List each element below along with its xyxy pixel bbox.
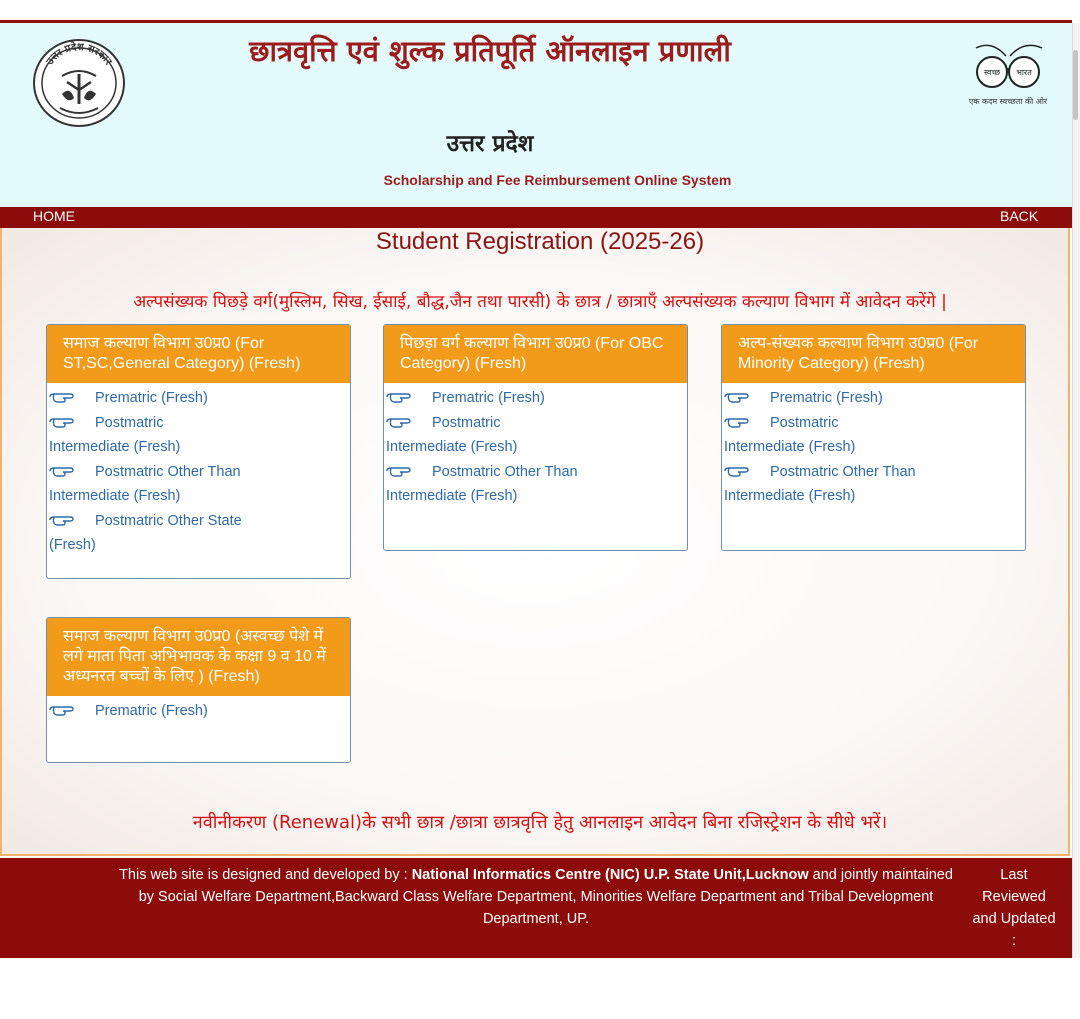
scrollbar-track[interactable]	[1072, 23, 1080, 958]
item-label-line2: Intermediate (Fresh)	[49, 488, 181, 504]
pointing-hand-icon	[49, 705, 75, 717]
card-sanitation-workers-children	[46, 617, 351, 763]
emblem-text: उत्तर प्रदेश सरकार	[44, 41, 114, 68]
renewal-notice: नवीनीकरण (Renewal)के सभी छात्र /छात्रा छात्रवृत्ति हेतु आनलाइन आवेदन बिना रजिस्ट्रेशन के सीधे भरें।	[192, 812, 888, 833]
footer-prefix: This web site is designed and developed by :	[119, 867, 412, 883]
link-postmatric-other-than-intermediate[interactable]	[49, 460, 330, 509]
item-label-line2: Intermediate (Fresh)	[386, 439, 518, 455]
link-postmatric-other-than-intermediate[interactable]	[386, 460, 667, 509]
item-label: Prematric (Fresh)	[770, 390, 883, 406]
link-postmatric-other-state[interactable]	[49, 509, 330, 558]
swachh-right-text: भारत	[1016, 68, 1032, 77]
pointing-hand-icon	[49, 515, 75, 527]
link-postmatric-other-than-intermediate[interactable]	[724, 460, 1005, 509]
item-label-line2: Intermediate (Fresh)	[386, 488, 518, 504]
link-prematric-fresh[interactable]	[771, 386, 1005, 411]
item-label: Postmatric Other Than	[432, 463, 578, 480]
card-title: समाज कल्याण विभाग उ0प्र0 (For ST,SC,General Category) (Fresh)	[47, 325, 350, 383]
pointing-hand-icon	[724, 466, 750, 478]
up-government-emblem-icon	[32, 38, 126, 128]
back-link[interactable]: BACK	[1000, 208, 1039, 224]
minority-notice: अल्पसंख्यक पिछड़े वर्ग(मुस्लिम, सिख, ईसाई, बौद्ध,जैन तथा पारसी) के छात्र / छात्राएँ अल्पसंख्यक कल्याण विभाग में आवेदन करेंगे |	[133, 292, 947, 312]
pointing-hand-icon	[386, 417, 412, 429]
link-postmatric-intermediate[interactable]	[724, 411, 1005, 460]
portal-subtitle: Scholarship and Fee Reimbursement Online System	[383, 172, 732, 188]
link-prematric-fresh[interactable]	[96, 386, 330, 411]
footer-suffix: and jointly maintained by Social Welfare Department,Backward Class Welfare Department, Minorities Welfare Department and Tribal Development Department, UP.	[138, 867, 953, 927]
pointing-hand-icon	[49, 417, 75, 429]
footer-credits	[112, 864, 960, 930]
last-reviewed: Last Reviewed and Updated :	[972, 867, 1056, 949]
item-label-line2: Intermediate (Fresh)	[724, 488, 856, 504]
item-label: Postmatric Other Than	[770, 463, 916, 480]
card-obc-welfare	[383, 324, 688, 551]
item-label: Postmatric	[770, 414, 839, 431]
swachh-tagline: एक कदम स्वच्छता की ओर	[968, 97, 1048, 106]
item-label: Postmatric Other Than	[95, 463, 241, 480]
pointing-hand-icon	[386, 466, 412, 478]
pointing-hand-icon	[49, 466, 75, 478]
item-label: Prematric (Fresh)	[432, 390, 545, 406]
item-label: Prematric (Fresh)	[95, 390, 208, 406]
item-label-line2: Intermediate (Fresh)	[49, 439, 181, 455]
card-title: समाज कल्याण विभाग उ0प्र0 (अस्वच्छ पेशे में लगे माता पिता अभिभावक के कक्षा 9 व 10 में अध्यनरत बच्चों के लिए ) (Fresh)	[47, 618, 350, 696]
item-label: Postmatric	[432, 414, 501, 431]
card-minority-welfare	[721, 324, 1026, 551]
link-postmatric-intermediate[interactable]	[386, 411, 667, 460]
card-title: पिछड़ा वर्ग कल्याण विभाग उ0प्र0 (For OBC Category) (Fresh)	[384, 325, 687, 383]
item-label-line2: Intermediate (Fresh)	[724, 439, 856, 455]
portal-title: छात्रवृत्ति एवं शुल्क प्रतिपूर्ति ऑनलाइन प्रणाली	[249, 34, 731, 68]
footer-org: National Informatics Centre (NIC) U.P. State Unit,Lucknow	[411, 867, 809, 883]
link-postmatric-intermediate[interactable]	[49, 411, 330, 460]
pointing-hand-icon	[724, 392, 750, 404]
item-label: Postmatric Other State	[95, 512, 242, 529]
page-footer	[0, 858, 1072, 958]
link-prematric-fresh[interactable]	[433, 386, 667, 411]
pointing-hand-icon	[724, 417, 750, 429]
home-link[interactable]: HOME	[33, 208, 75, 224]
registration-title: Student Registration (2025-26)	[375, 228, 705, 255]
pointing-hand-icon	[386, 392, 412, 404]
scrollbar-thumb[interactable]	[1073, 50, 1078, 120]
swachh-left-text: स्वच्छ	[983, 68, 1001, 77]
link-prematric-fresh[interactable]	[96, 699, 330, 724]
item-label: Prematric (Fresh)	[95, 703, 208, 719]
card-title: अल्प-संख्यक कल्याण विभाग उ0प्र0 (For Minority Category) (Fresh)	[722, 325, 1025, 383]
pointing-hand-icon	[49, 392, 75, 404]
nav-bar	[0, 207, 1072, 228]
item-label: Postmatric	[95, 414, 164, 431]
state-name: उत्तर प्रदेश	[446, 131, 534, 157]
card-social-welfare	[46, 324, 351, 579]
item-label-line2: (Fresh)	[49, 537, 96, 553]
